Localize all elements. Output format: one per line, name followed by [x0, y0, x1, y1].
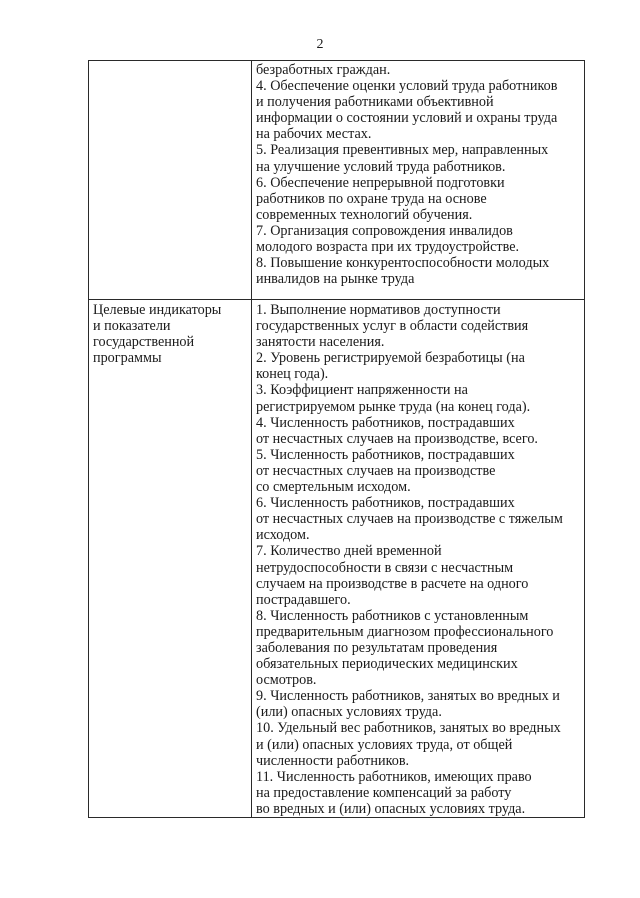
text-line: исходом. [256, 527, 310, 544]
text-line: и показатели [93, 318, 171, 335]
text-line: от несчастных случаев на производстве, всего. [256, 430, 538, 447]
text-line: и (или) опасных условиях труда, от общей [256, 736, 513, 753]
text-line: 9. Численность работников, занятых во вредных и [256, 688, 560, 705]
text-line: 4. Обеспечение оценки условий труда работников [256, 78, 558, 95]
program-passport-table [88, 60, 585, 818]
text-line: 10. Удельный вес работников, занятых во вредных [256, 720, 561, 737]
text-line: на предоставление компенсаций за работу [256, 784, 512, 801]
text-line: конец года). [256, 366, 329, 383]
text-line: 7. Организация сопровождения инвалидов [256, 222, 513, 239]
text-line: заболевания по результатам проведения [256, 639, 498, 656]
text-line: 5. Численность работников, пострадавших [256, 446, 515, 463]
text-line: обязательных периодических медицинских [256, 656, 518, 673]
table-cell-right [252, 61, 585, 300]
text-line: работников по охране труда на основе [256, 190, 487, 207]
text-line: и получения работниками объективной [256, 94, 494, 111]
text-line: 2. Уровень регистрируемой безработицы (на [256, 350, 525, 367]
text-line: 8. Численность работников с установленным [256, 607, 529, 624]
text-line: программы [93, 350, 162, 367]
text-line: случаем на производстве в расчете на одного [256, 575, 529, 592]
text-line: на рабочих местах. [256, 126, 372, 143]
text-line: 4. Численность работников, пострадавших [256, 414, 515, 431]
text-line: от несчастных случаев на производстве с тяжелым [256, 511, 563, 528]
text-line: от несчастных случаев на производстве [256, 462, 496, 479]
text-line: численности работников. [256, 752, 410, 769]
text-line: осмотров. [256, 672, 317, 689]
text-line: молодого возраста при их трудоустройстве. [256, 239, 520, 256]
table-cell-right [252, 300, 585, 818]
text-line: регистрируемом рынке труда (на конец года). [256, 398, 531, 415]
text-line: инвалидов на рынке труда [256, 271, 415, 288]
text-line: предварительным диагнозом профессионального [256, 623, 554, 640]
text-line: занятости населения. [256, 334, 385, 351]
text-line: на улучшение условий труда работников. [256, 158, 506, 175]
text-line: (или) опасных условиях труда. [256, 704, 442, 721]
text-line: современных технологий обучения. [256, 206, 473, 223]
text-line: 3. Коэффициент напряженности на [256, 382, 468, 399]
text-line: государственных услуг в области содействия [256, 318, 529, 335]
text-line: 8. Повышение конкурентоспособности молодых [256, 255, 550, 272]
text-line: во вредных и (или) опасных условиях труда. [256, 800, 526, 817]
text-line: Целевые индикаторы [93, 302, 222, 318]
text-line: со смертельным исходом. [256, 479, 411, 496]
table-cell-left [89, 300, 252, 818]
text-line: информации о состоянии условий и охраны труда [256, 110, 558, 127]
table-row [89, 300, 585, 818]
text-line: нетрудоспособности в связи с несчастным [256, 559, 514, 576]
text-line: 5. Реализация превентивных мер, направленных [256, 142, 549, 159]
text-line: 11. Численность работников, имеющих право [256, 768, 532, 785]
text-line: государственной [93, 334, 195, 351]
text-line: 6. Обеспечение непрерывной подготовки [256, 174, 505, 191]
text-line: 1. Выполнение нормативов доступности [256, 302, 501, 318]
page-number: 2 [316, 37, 324, 52]
text-line: 7. Количество дней временной [256, 543, 442, 560]
text-line: 6. Численность работников, пострадавших [256, 495, 515, 512]
table-cell-left [89, 61, 252, 300]
table-row [89, 61, 585, 300]
text-line: пострадавшего. [256, 591, 351, 608]
text-line: безработных граждан. [256, 62, 391, 78]
